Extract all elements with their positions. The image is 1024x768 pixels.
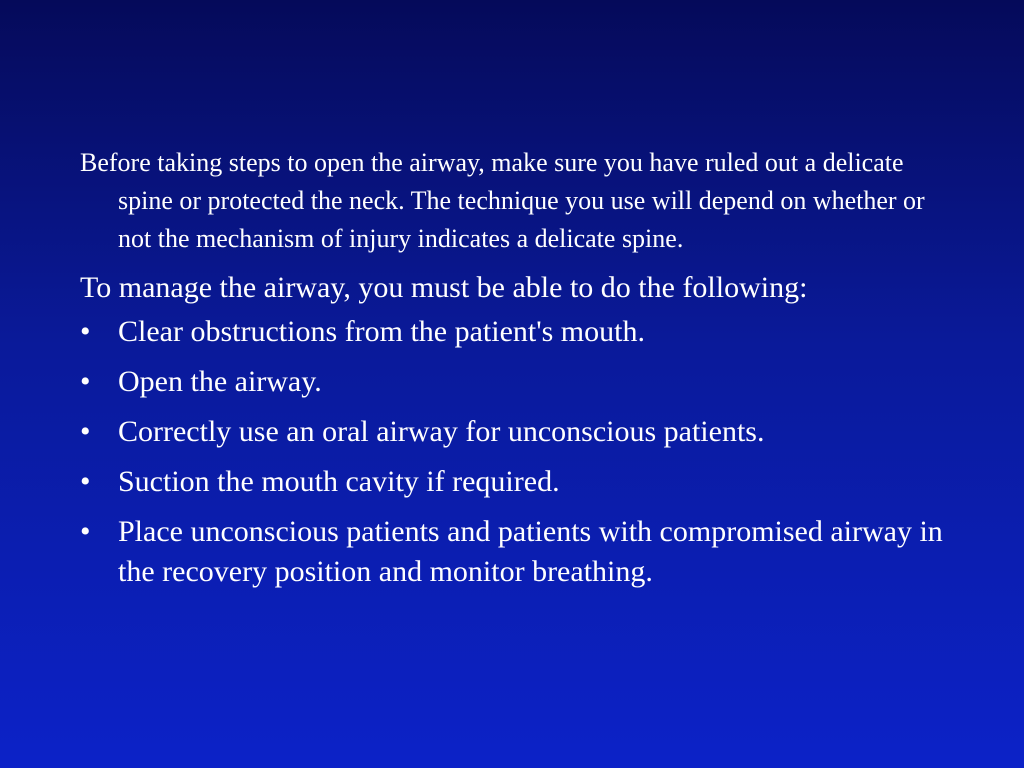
list-item [80,512,960,592]
bullet-text: Clear obstructions from the patient's mouth. [118,315,645,348]
intro-paragraph: Before taking steps to open the airway, make sure you have ruled out a delicate spine or protected the neck. The technique you use will depend on whether or not the mechanism of injury indicates a delicate spine. [80,148,925,253]
bullet-text: Open the airway. [118,365,322,398]
bullet-icon: • [80,365,91,398]
bullet-text: Correctly use an oral airway for unconscious patients. [118,415,765,448]
slide-body [80,144,960,602]
bullet-icon: • [80,465,91,498]
bullet-icon: • [80,515,91,548]
bullet-icon: • [80,315,91,348]
list-item [80,312,960,352]
list-item [80,362,960,402]
bullet-icon: • [80,415,91,448]
bullet-text: Place unconscious patients and patients with compromised airway in the recovery position and monitor breathing. [118,515,943,588]
bullet-text: Suction the mouth cavity if required. [118,465,560,498]
list-item [80,462,960,502]
list-heading: To manage the airway, you must be able to do the following: [80,271,808,304]
list-item [80,412,960,452]
bullet-list [80,312,960,592]
